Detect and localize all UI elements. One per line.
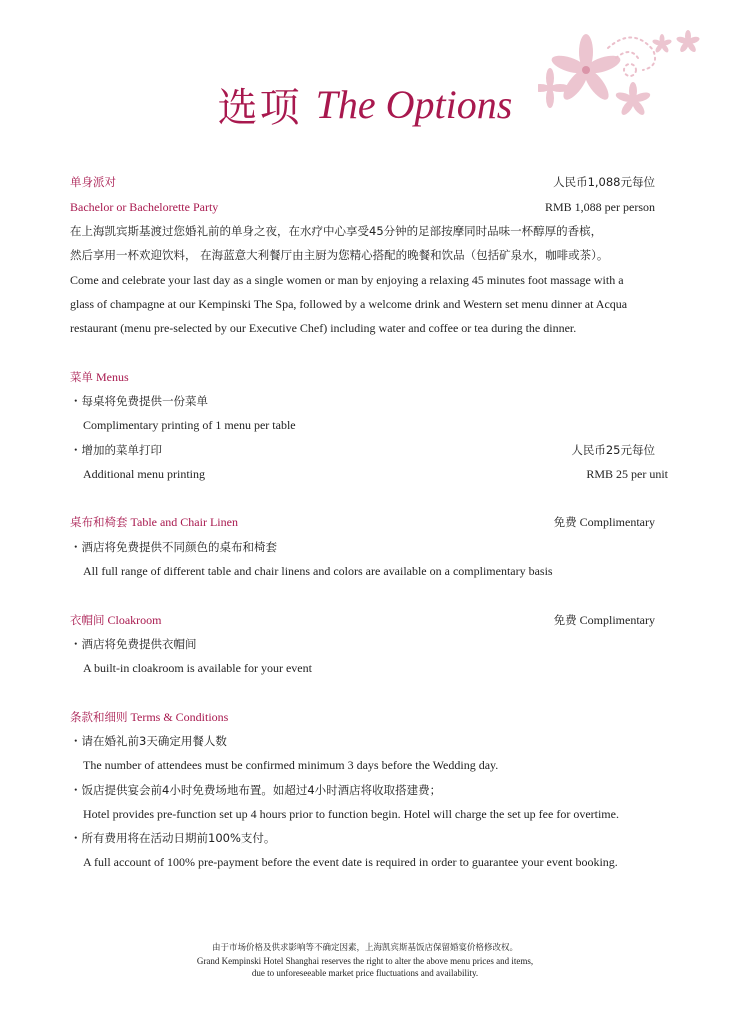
menus-heading-en: Menus — [96, 370, 129, 384]
terms-heading-cn: 条款和细则 — [70, 710, 128, 724]
bachelor-price-en: RMB 1,088 per person — [545, 200, 655, 214]
menus-item1-cn: ・每桌将免费提供一份菜单 — [70, 394, 208, 408]
cloakroom-heading-en: Cloakroom — [107, 613, 162, 627]
linen-price — [554, 510, 655, 534]
bachelor-desc-en-3: restaurant (menu pre-selected by our Executive Chef) including water and coffee or tea during the dinner. — [70, 321, 577, 335]
bachelor-desc-en-1: Come and celebrate your last day as a single women or man by enjoying a relaxing 45 minutes foot massage with a — [70, 273, 624, 287]
linen-price-cn: 免费 — [553, 515, 577, 529]
terms-item3-en: A full account of 100% pre-payment before the event date is required in order to guarantee your event booking. — [83, 855, 618, 869]
terms-heading — [70, 705, 658, 729]
terms-item3-cn: ・所有费用将在活动日期前100%支付。 — [70, 831, 276, 845]
cloakroom-heading — [70, 608, 658, 632]
menus-item2-price-en: RMB 25 per unit — [586, 467, 668, 481]
footer-disclaimer-en-1: Grand Kempinski Hotel Shanghai reserves the right to alter the above menu prices and items, — [196, 956, 534, 966]
bachelor-heading-en: Bachelor or Bachelorette Party — [70, 200, 219, 214]
terms-item1-cn: ・请在婚礼前3天确定用餐人数 — [70, 734, 227, 748]
menus-item2-cn-row — [70, 438, 658, 462]
bachelor-heading-cn-row — [70, 170, 658, 194]
menus-item1-en: Complimentary printing of 1 menu per table — [83, 418, 296, 432]
title-chinese: 选项 — [217, 85, 302, 131]
cloakroom-price-en: Complimentary — [579, 613, 655, 627]
page-title — [0, 76, 730, 133]
bachelor-price-cn: 人民币1,088元每位 — [553, 175, 655, 189]
cloakroom-item-cn: ・酒店将免费提供衣帽间 — [70, 637, 197, 651]
menus-item2-en-row — [70, 462, 671, 486]
terms-item2-cn: ・饭店提供宴会前4小时免费场地布置。如超过4小时酒店将收取搭建费； — [70, 783, 442, 797]
menus-item2-price-cn: 人民币25元每位 — [571, 443, 655, 457]
linen-heading — [70, 510, 658, 534]
menus-heading-cn: 菜单 — [70, 370, 93, 384]
linen-heading-en: Table and Chair Linen — [130, 515, 238, 529]
linen-item-en: All full range of different table and chair linens and colors are available on a complimentary basis — [83, 564, 553, 578]
menus-item2-en: Additional menu printing — [83, 467, 205, 481]
bachelor-desc-en-2: glass of champagne at our Kempinski The Spa, followed by a welcome drink and Western set menu dinner at Acqua — [70, 297, 628, 311]
linen-price-en: Complimentary — [579, 515, 655, 529]
footer-disclaimer-cn: 由于市场价格及供求影响等不确定因素，上海凯宾斯基饭店保留婚宴价格修改权。 — [211, 943, 518, 953]
cloakroom-price-cn: 免费 — [553, 613, 577, 627]
linen-heading-cn: 桌布和椅套 — [70, 515, 128, 529]
terms-heading-en: Terms & Conditions — [130, 710, 229, 724]
terms-item2-en: Hotel provides pre-function set up 4 hours prior to function begin. Hotel will charge the set up fee for overtime. — [83, 807, 619, 821]
menus-heading — [70, 365, 658, 389]
cloakroom-price — [554, 608, 655, 632]
linen-item-cn: ・酒店将免费提供不同颜色的桌布和椅套 — [70, 540, 277, 554]
cloakroom-item-en: A built-in cloakroom is available for your event — [83, 661, 312, 675]
bachelor-heading-cn: 单身派对 — [70, 175, 116, 189]
bachelor-desc-cn-1: 在上海凯宾斯基渡过您婚礼前的单身之夜，在水疗中心享受45分钟的足部按摩同时品味一杯醇厚的香槟， — [70, 224, 603, 238]
bachelor-heading-en-row — [70, 195, 658, 219]
bachelor-desc-cn-2: 然后享用一杯欢迎饮料， 在海蓝意大利餐厅由主厨为您精心搭配的晚餐和饮品（包括矿泉水，咖啡或茶）。 — [70, 248, 609, 262]
footer-disclaimer-en-2: due to unforeseeable market price fluctuations and availability. — [251, 968, 479, 978]
title-english: The Options — [315, 82, 513, 127]
cloakroom-heading-cn: 衣帽间 — [70, 613, 105, 627]
menus-item2-cn: ・增加的菜单打印 — [70, 443, 162, 457]
terms-item1-en: The number of attendees must be confirmed minimum 3 days before the Wedding day. — [83, 758, 499, 772]
